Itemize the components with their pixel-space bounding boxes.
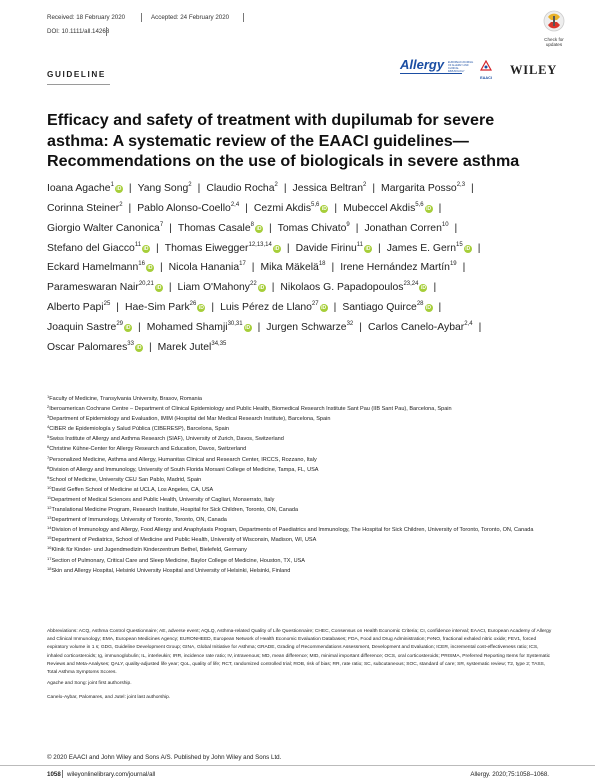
affiliation-text: Faculty of Medicine, Transylvania University, Brasov, Romania xyxy=(49,396,202,402)
affiliation-number: 13 xyxy=(47,515,52,521)
author-name[interactable] xyxy=(47,243,150,254)
author-separator: | xyxy=(378,242,381,254)
affiliation-item xyxy=(47,465,557,475)
affiliation-text: David Geffen School of Medicine at UCLA, Los Angeles, CA, USA xyxy=(51,486,214,493)
author-name[interactable] xyxy=(47,322,132,333)
affiliation-list xyxy=(47,394,557,576)
author-name-text: Claudio Rocha xyxy=(206,183,275,194)
author-affiliation-ref: 25 xyxy=(103,301,111,308)
author-name[interactable] xyxy=(165,243,281,254)
author-separator: | xyxy=(471,183,474,194)
affiliation-text: Department of Immunology, University of Toronto, Toronto, ON, Canada xyxy=(51,517,227,524)
affiliation-number: 7 xyxy=(47,454,50,460)
author-affiliation-ref: 19 xyxy=(449,261,457,268)
author-line xyxy=(47,278,557,298)
affiliation-number: 14 xyxy=(47,525,52,531)
author-name[interactable] xyxy=(293,183,367,194)
author-affiliation-ref: 5,6 xyxy=(415,201,424,208)
author-affiliation-ref: 2,4 xyxy=(230,201,240,208)
author-name-text: Tomas Chivato xyxy=(277,222,347,234)
affiliation-item xyxy=(47,414,557,424)
author-separator: | xyxy=(268,222,272,234)
affiliation-text: Section of Pulmonary, Critical Care and Sleep Medicine, Baylor College of Medicine, Houston, TX, USA xyxy=(51,557,305,564)
title-line: Recommendations on the use of biologicals in severe asthma xyxy=(47,152,520,170)
author-name[interactable] xyxy=(387,243,472,254)
author-separator: | xyxy=(478,321,482,333)
author-separator: | xyxy=(433,282,437,294)
author-name-text: Mika Mäkelä xyxy=(260,262,319,274)
affiliation-text: Department of Epidemiology and Evaluation, IMIM (Hospital del Mar Medical Research Institute), Barcelona, Spain xyxy=(49,416,331,423)
author-name-text: Jonathan Corren xyxy=(364,222,442,234)
author-name-text: Thomas Eiwegger xyxy=(164,242,249,254)
author-name[interactable] xyxy=(137,203,239,214)
author-separator: | xyxy=(128,183,132,194)
author-separator: | xyxy=(197,183,201,194)
author-name[interactable] xyxy=(342,302,432,313)
author-name[interactable] xyxy=(138,183,192,194)
authorship-note: Agache and Song: joint first authorship. xyxy=(47,681,132,687)
author-separator: | xyxy=(454,222,458,234)
author-separator: | xyxy=(286,242,290,254)
abbreviations-text: Abbreviations: ACQ, Asthma Control Questionnaire; AE, adverse event; AQLQ, Asthma-related Quality of Life Questionnaire; CHEC, Consensus on Health Economic Criteria; CI, confidence interval; EAACI, European Academy of Allergy and Clinical Immunology; EMA, European Medicines Agency; EURONHEED, European Network of Health Economic Evaluation Databases; FDA, Food and Drug Administration; FeNO, fractional exhaled nitric oxide; FEV1, forced expiratory volume in 1 s; GDG, Guideline Development Group; GINA, Global Initiative for Asthma; GRADE, Grading of Recommendations Assessment, Development and Evaluation; ICER, incremental cost-effectiveness ratio; ICS, inhaled corticosteroids; Ig, immunoglobulin; IL, interleukin; IRR, incidence rate ratio; IV, intravenous; MD, mean difference; MID, minimal important difference; OCS, oral corticosteroids; PRISMA, Preferred Reporting Items for Systematic Reviews and Meta-Analyses; QALY, quality-adjusted life year; QoL, quality of life; RCT, randomized controlled trial; ROB, risk of bias; RR, rate ratio; SC, subcutaneous; SOC, standard of care; SR, systematic review; T2, type 2; TASS, Total Asthma Symptoms Scores. xyxy=(47,629,552,676)
affiliation-number: 2 xyxy=(47,404,50,410)
author-name-text: Irene Hernández Martín xyxy=(340,262,450,274)
author-name[interactable] xyxy=(169,262,246,273)
author-name-text: Parameswaran Nair xyxy=(47,282,139,294)
allergy-logo-subtitle: EUROPEAN JOURNAL OF ALLERGY AND CLINICAL IMMUNOLOGY xyxy=(448,61,474,73)
affiliation-number: 18 xyxy=(47,565,52,571)
affiliation-number: 3 xyxy=(47,414,50,420)
author-name-text: Thomas Casale xyxy=(177,222,251,234)
author-affiliation-ref: 16 xyxy=(138,261,145,268)
allergy-journal-logo[interactable] xyxy=(400,58,476,78)
check-for-updates-badge[interactable] xyxy=(534,10,574,52)
title-line: asthma: A systematic review of the EAACI guidelines— xyxy=(47,131,469,150)
author-name-text: Jurgen Schwarze xyxy=(266,321,347,333)
author-separator: | xyxy=(283,183,287,194)
author-name[interactable] xyxy=(47,302,110,313)
author-separator: | xyxy=(156,242,159,254)
author-name-text: Nikolaos G. Papadopoulos xyxy=(280,282,404,294)
author-affiliation-ref: 12,13,14 xyxy=(248,241,272,248)
author-name-text: James E. Gern xyxy=(386,242,457,254)
affiliation-number: 16 xyxy=(47,545,52,551)
orcid-icon[interactable]: iD xyxy=(420,285,426,292)
author-separator: | xyxy=(245,202,248,214)
author-name[interactable] xyxy=(147,322,252,333)
author-separator: | xyxy=(168,282,172,294)
orcid-icon[interactable]: iD xyxy=(465,245,471,252)
orcid-icon[interactable]: iD xyxy=(125,324,131,331)
affiliation-text: Swiss Institute of Allergy and Asthma Research (SIAF), University of Zurich, Davos, Switzerland xyxy=(49,436,284,443)
author-name-text: Eckard Hamelmann xyxy=(47,262,139,274)
author-name[interactable] xyxy=(47,203,123,214)
orcid-icon[interactable]: iD xyxy=(116,186,122,192)
author-affiliation-ref: 2,4 xyxy=(464,320,473,327)
author-affiliation-ref: 7 xyxy=(159,221,164,228)
affiliation-item xyxy=(47,475,557,485)
affiliation-text: Department of Medical Sciences and Public Health, University of Cagliari, Monserrato, Italy xyxy=(51,496,275,503)
page-number: 1058 xyxy=(47,771,61,778)
orcid-icon[interactable]: iD xyxy=(321,305,327,312)
affiliation-item xyxy=(47,566,557,576)
author-name[interactable] xyxy=(340,262,456,273)
affiliation-number: 10 xyxy=(47,484,52,490)
author-separator: | xyxy=(438,302,442,314)
author-name-text: Cezmi Akdis xyxy=(253,202,312,214)
badge-line-1: Check for xyxy=(544,37,564,42)
author-name-text: Giorgio Walter Canonica xyxy=(47,222,160,234)
author-name-text: Stefano del Giacco xyxy=(47,242,135,254)
affiliation-number: 17 xyxy=(47,555,52,561)
author-separator: | xyxy=(148,341,152,353)
author-name-text: Oscar Palomares xyxy=(47,341,128,353)
affiliation-number: 12 xyxy=(47,505,52,511)
author-name[interactable] xyxy=(47,262,154,273)
author-affiliation-ref: 1 xyxy=(110,182,114,188)
affiliation-item xyxy=(47,556,557,566)
author-separator: | xyxy=(128,202,132,214)
affiliation-item xyxy=(47,455,557,465)
author-name[interactable] xyxy=(47,282,163,293)
affiliation-item xyxy=(47,394,557,404)
received-date: Received: 18 February 2020 xyxy=(47,14,126,21)
author-name[interactable] xyxy=(368,322,473,333)
author-line xyxy=(47,239,557,259)
author-line xyxy=(47,258,557,278)
author-affiliation-ref: 2,3 xyxy=(456,182,466,188)
author-line xyxy=(47,318,557,338)
author-name[interactable] xyxy=(280,282,427,293)
article-title xyxy=(47,110,547,172)
journal-url-link[interactable]: wileyonlinelibrary.com/journal/all xyxy=(67,771,156,778)
author-affiliation-ref: 10 xyxy=(441,221,449,228)
author-line xyxy=(47,219,557,239)
affiliation-item xyxy=(47,485,557,495)
author-name-text: Marek Jutel xyxy=(157,341,212,353)
author-affiliation-ref: 2 xyxy=(363,182,367,188)
footer-rule xyxy=(0,765,595,766)
author-affiliation-ref: 22 xyxy=(250,281,257,288)
affiliation-text: CIBER de Epidemiología y Salud Pública (CIBERESP), Barcelona, Spain xyxy=(49,426,229,433)
author-separator: | xyxy=(477,242,481,254)
author-name-text: Nicola Hanania xyxy=(168,262,240,274)
affiliation-text: School of Medicine, University CEU San Pablo, Madrid, Spain xyxy=(49,476,202,483)
author-separator: | xyxy=(138,321,141,333)
author-name-text: Santiago Quirce xyxy=(342,302,417,314)
author-name[interactable] xyxy=(47,342,143,353)
wiley-logo[interactable]: WILEY xyxy=(510,63,558,77)
author-affiliation-ref: 11 xyxy=(134,241,142,248)
author-name-text: Davide Firinu xyxy=(295,242,357,254)
affiliation-item xyxy=(47,505,557,515)
affiliation-item xyxy=(47,545,557,555)
affiliation-text: Skin and Allergy Hospital, Helsinki University Hospital and University of Helsinki, Helsinki, Finland xyxy=(51,567,291,574)
author-name[interactable] xyxy=(254,203,329,214)
author-name-text: Jessica Beltran xyxy=(292,183,363,194)
orcid-icon[interactable]: iD xyxy=(365,245,371,252)
author-name[interactable] xyxy=(343,203,433,214)
author-line xyxy=(47,338,557,358)
journal-citation: Allergy. 2020;75:1058–1068. xyxy=(470,771,549,778)
orcid-icon[interactable]: iD xyxy=(274,245,280,252)
author-affiliation-ref: 32 xyxy=(346,320,354,327)
author-separator: | xyxy=(271,282,275,294)
orcid-icon[interactable]: iD xyxy=(147,265,153,272)
author-separator: | xyxy=(462,262,466,274)
author-line xyxy=(47,298,557,318)
author-name-text: Carlos Canelo-Aybar xyxy=(367,321,465,333)
affiliation-item xyxy=(47,495,557,505)
orcid-icon[interactable]: iD xyxy=(259,285,265,292)
author-name[interactable] xyxy=(220,302,328,313)
author-name-text: Joaquin Sastre xyxy=(47,321,117,333)
affiliation-number: 11 xyxy=(47,494,52,500)
copyright-notice: © 2020 EAACI and John Wiley and Sons A/S. Published by John Wiley and Sons Ltd. xyxy=(47,754,282,761)
author-line xyxy=(47,199,557,219)
author-name[interactable] xyxy=(178,223,263,234)
author-name-text: Mohamed Shamji xyxy=(146,321,228,333)
author-affiliation-ref: 15 xyxy=(456,241,463,248)
orcid-icon[interactable]: iD xyxy=(198,305,204,312)
header-divider xyxy=(106,27,107,36)
affiliation-number: 9 xyxy=(47,474,50,480)
affiliation-number: 5 xyxy=(47,434,50,440)
author-name-text: Luis Pérez de Llano xyxy=(220,302,312,314)
author-line xyxy=(47,179,557,199)
author-separator: | xyxy=(257,321,261,333)
author-name[interactable] xyxy=(206,183,278,194)
doi-link[interactable]: DOI: 10.1111/all.14268 xyxy=(47,28,110,35)
affiliation-item xyxy=(47,444,557,454)
affiliation-number: 15 xyxy=(47,535,52,541)
eaaci-logo[interactable] xyxy=(476,58,496,80)
author-separator: | xyxy=(334,202,338,214)
author-name[interactable] xyxy=(47,183,123,194)
affiliation-number: 1 xyxy=(47,394,50,399)
orcid-icon[interactable]: iD xyxy=(156,285,162,292)
author-name[interactable] xyxy=(364,223,448,234)
affiliation-text: Division of Immunology and Allergy, Food Allergy and Anaphylaxis Program, Departments of Paediatrics and Immunology, The Hospital for Sick Children, University of Toronto, Toronto, ON, Canada xyxy=(51,527,534,534)
orcid-icon[interactable]: iD xyxy=(321,205,327,212)
author-name[interactable] xyxy=(296,243,372,254)
affiliation-item xyxy=(47,535,557,545)
author-affiliation-ref: 5,6 xyxy=(311,201,320,208)
author-name[interactable] xyxy=(278,223,350,234)
label-underline xyxy=(47,84,110,85)
orcid-icon[interactable]: iD xyxy=(426,305,432,312)
orcid-icon[interactable]: iD xyxy=(136,344,142,351)
title-line: Efficacy and safety of treatment with dupilumab for severe xyxy=(47,111,495,129)
author-name-text: Ioana Agache xyxy=(47,183,111,194)
author-separator: | xyxy=(372,183,376,194)
affiliation-text: Personalized Medicine, Asthma and Allergy, Humanitas Clinical and Research Center, IRCCS, Rozzano, Italy xyxy=(49,456,317,463)
author-separator: | xyxy=(331,262,335,274)
affiliation-text: Department of Pediatrics, School of Medicine and Public Health, University of Wisconsin, Madison, WI, USA xyxy=(51,537,317,544)
affiliation-item xyxy=(47,424,557,434)
author-separator: | xyxy=(211,302,215,314)
eaaci-logo-text: EAACI xyxy=(480,76,492,80)
check-for-updates-icon xyxy=(543,10,565,32)
author-name[interactable] xyxy=(381,183,465,194)
header-divider xyxy=(243,13,244,22)
allergy-logo-text: Allergy xyxy=(400,57,445,72)
affiliation-number: 4 xyxy=(47,424,50,430)
author-affiliation-ref: 33 xyxy=(127,340,134,347)
author-affiliation-ref: 23,24 xyxy=(403,281,419,288)
authorship-note: Canelo-Aybar, Palomares, and Jutel: joint last authorship. xyxy=(47,695,171,701)
author-affiliation-ref: 29 xyxy=(116,320,124,327)
author-name[interactable] xyxy=(125,302,205,313)
author-name[interactable] xyxy=(158,342,227,353)
author-separator: | xyxy=(251,262,255,274)
abbreviations-block xyxy=(47,628,552,703)
orcid-icon[interactable]: iD xyxy=(256,225,262,232)
author-affiliation-ref: 11 xyxy=(356,241,364,248)
author-affiliation-ref: 8 xyxy=(250,221,254,228)
orcid-icon[interactable]: iD xyxy=(245,324,251,331)
author-affiliation-ref: 30,31 xyxy=(227,320,243,327)
author-name[interactable] xyxy=(178,282,266,293)
author-name[interactable] xyxy=(266,322,353,333)
affiliation-item xyxy=(47,434,557,444)
author-separator: | xyxy=(116,302,119,314)
author-separator: | xyxy=(169,222,172,234)
affiliation-item xyxy=(47,404,557,414)
affiliation-text: Iberoamerican Cochrane Centre – Department of Clinical Epidemiology and Public Health, Biomedical Research Institute Sant Pau (IIB Sant Pau), Barcelona, Spain xyxy=(49,406,452,413)
author-name-text: Yang Song xyxy=(137,183,189,194)
orcid-icon[interactable]: iD xyxy=(426,205,432,212)
affiliation-text: Division of Allergy and Immunology, University of South Florida Morsani College of Medicine, Tampa, FL, USA xyxy=(49,466,319,473)
author-separator: | xyxy=(438,202,442,214)
author-separator: | xyxy=(333,302,337,314)
author-affiliation-ref: 2 xyxy=(274,182,278,188)
author-affiliation-ref: 9 xyxy=(346,221,350,228)
affiliation-item xyxy=(47,525,557,535)
author-affiliation-ref: 17 xyxy=(239,261,246,268)
author-affiliation-ref: 26 xyxy=(189,301,197,308)
author-name[interactable] xyxy=(47,223,163,234)
author-separator: | xyxy=(359,321,362,333)
accepted-date: Accepted: 24 February 2020 xyxy=(151,14,230,21)
author-affiliation-ref: 20,21 xyxy=(138,281,154,288)
author-name-text: Pablo Alonso-Coello xyxy=(137,202,231,214)
author-affiliation-ref: 2 xyxy=(119,201,123,208)
orcid-icon[interactable]: iD xyxy=(143,245,149,252)
author-name-text: Mubeccel Akdis xyxy=(343,202,416,214)
badge-line-2: updates xyxy=(545,42,563,47)
header-divider xyxy=(141,13,142,22)
author-affiliation-ref: 27 xyxy=(311,301,319,308)
author-list xyxy=(47,179,557,358)
affiliation-text: Christine Kühne-Center for Allergy Research and Education, Davos, Switzerland xyxy=(49,446,247,453)
affiliation-number: 6 xyxy=(47,444,50,450)
affiliation-item xyxy=(47,515,557,525)
author-name-text: Corinna Steiner xyxy=(47,202,120,214)
article-type-label: GUIDELINE xyxy=(47,70,106,79)
affiliation-text: Klinik für Kinder- und Jugendmedizin Kinderzentrum Bethel, Bielefeld, Germany xyxy=(51,547,247,554)
affiliation-number: 8 xyxy=(47,464,50,470)
affiliation-text: Translational Medicine Program, Research Institute, Hospital for Sick Children, Toronto, ON, Canada xyxy=(51,507,299,514)
allergy-logo-underline xyxy=(400,73,462,74)
author-name-text: Margarita Posso xyxy=(381,183,457,194)
author-affiliation-ref: 34,35 xyxy=(211,340,227,347)
author-affiliation-ref: 18 xyxy=(318,261,326,268)
author-name[interactable] xyxy=(261,262,326,273)
author-affiliation-ref: 2 xyxy=(188,182,192,188)
author-separator: | xyxy=(355,222,359,234)
author-name-text: Liam O'Mahony xyxy=(177,282,250,294)
author-separator: | xyxy=(159,262,163,274)
author-affiliation-ref: 28 xyxy=(416,301,424,308)
author-name-text: Hae-Sim Park xyxy=(125,302,190,314)
author-name-text: Alberto Papi xyxy=(47,302,104,314)
eaaci-emblem-icon xyxy=(480,60,492,71)
footer-divider xyxy=(62,770,63,778)
